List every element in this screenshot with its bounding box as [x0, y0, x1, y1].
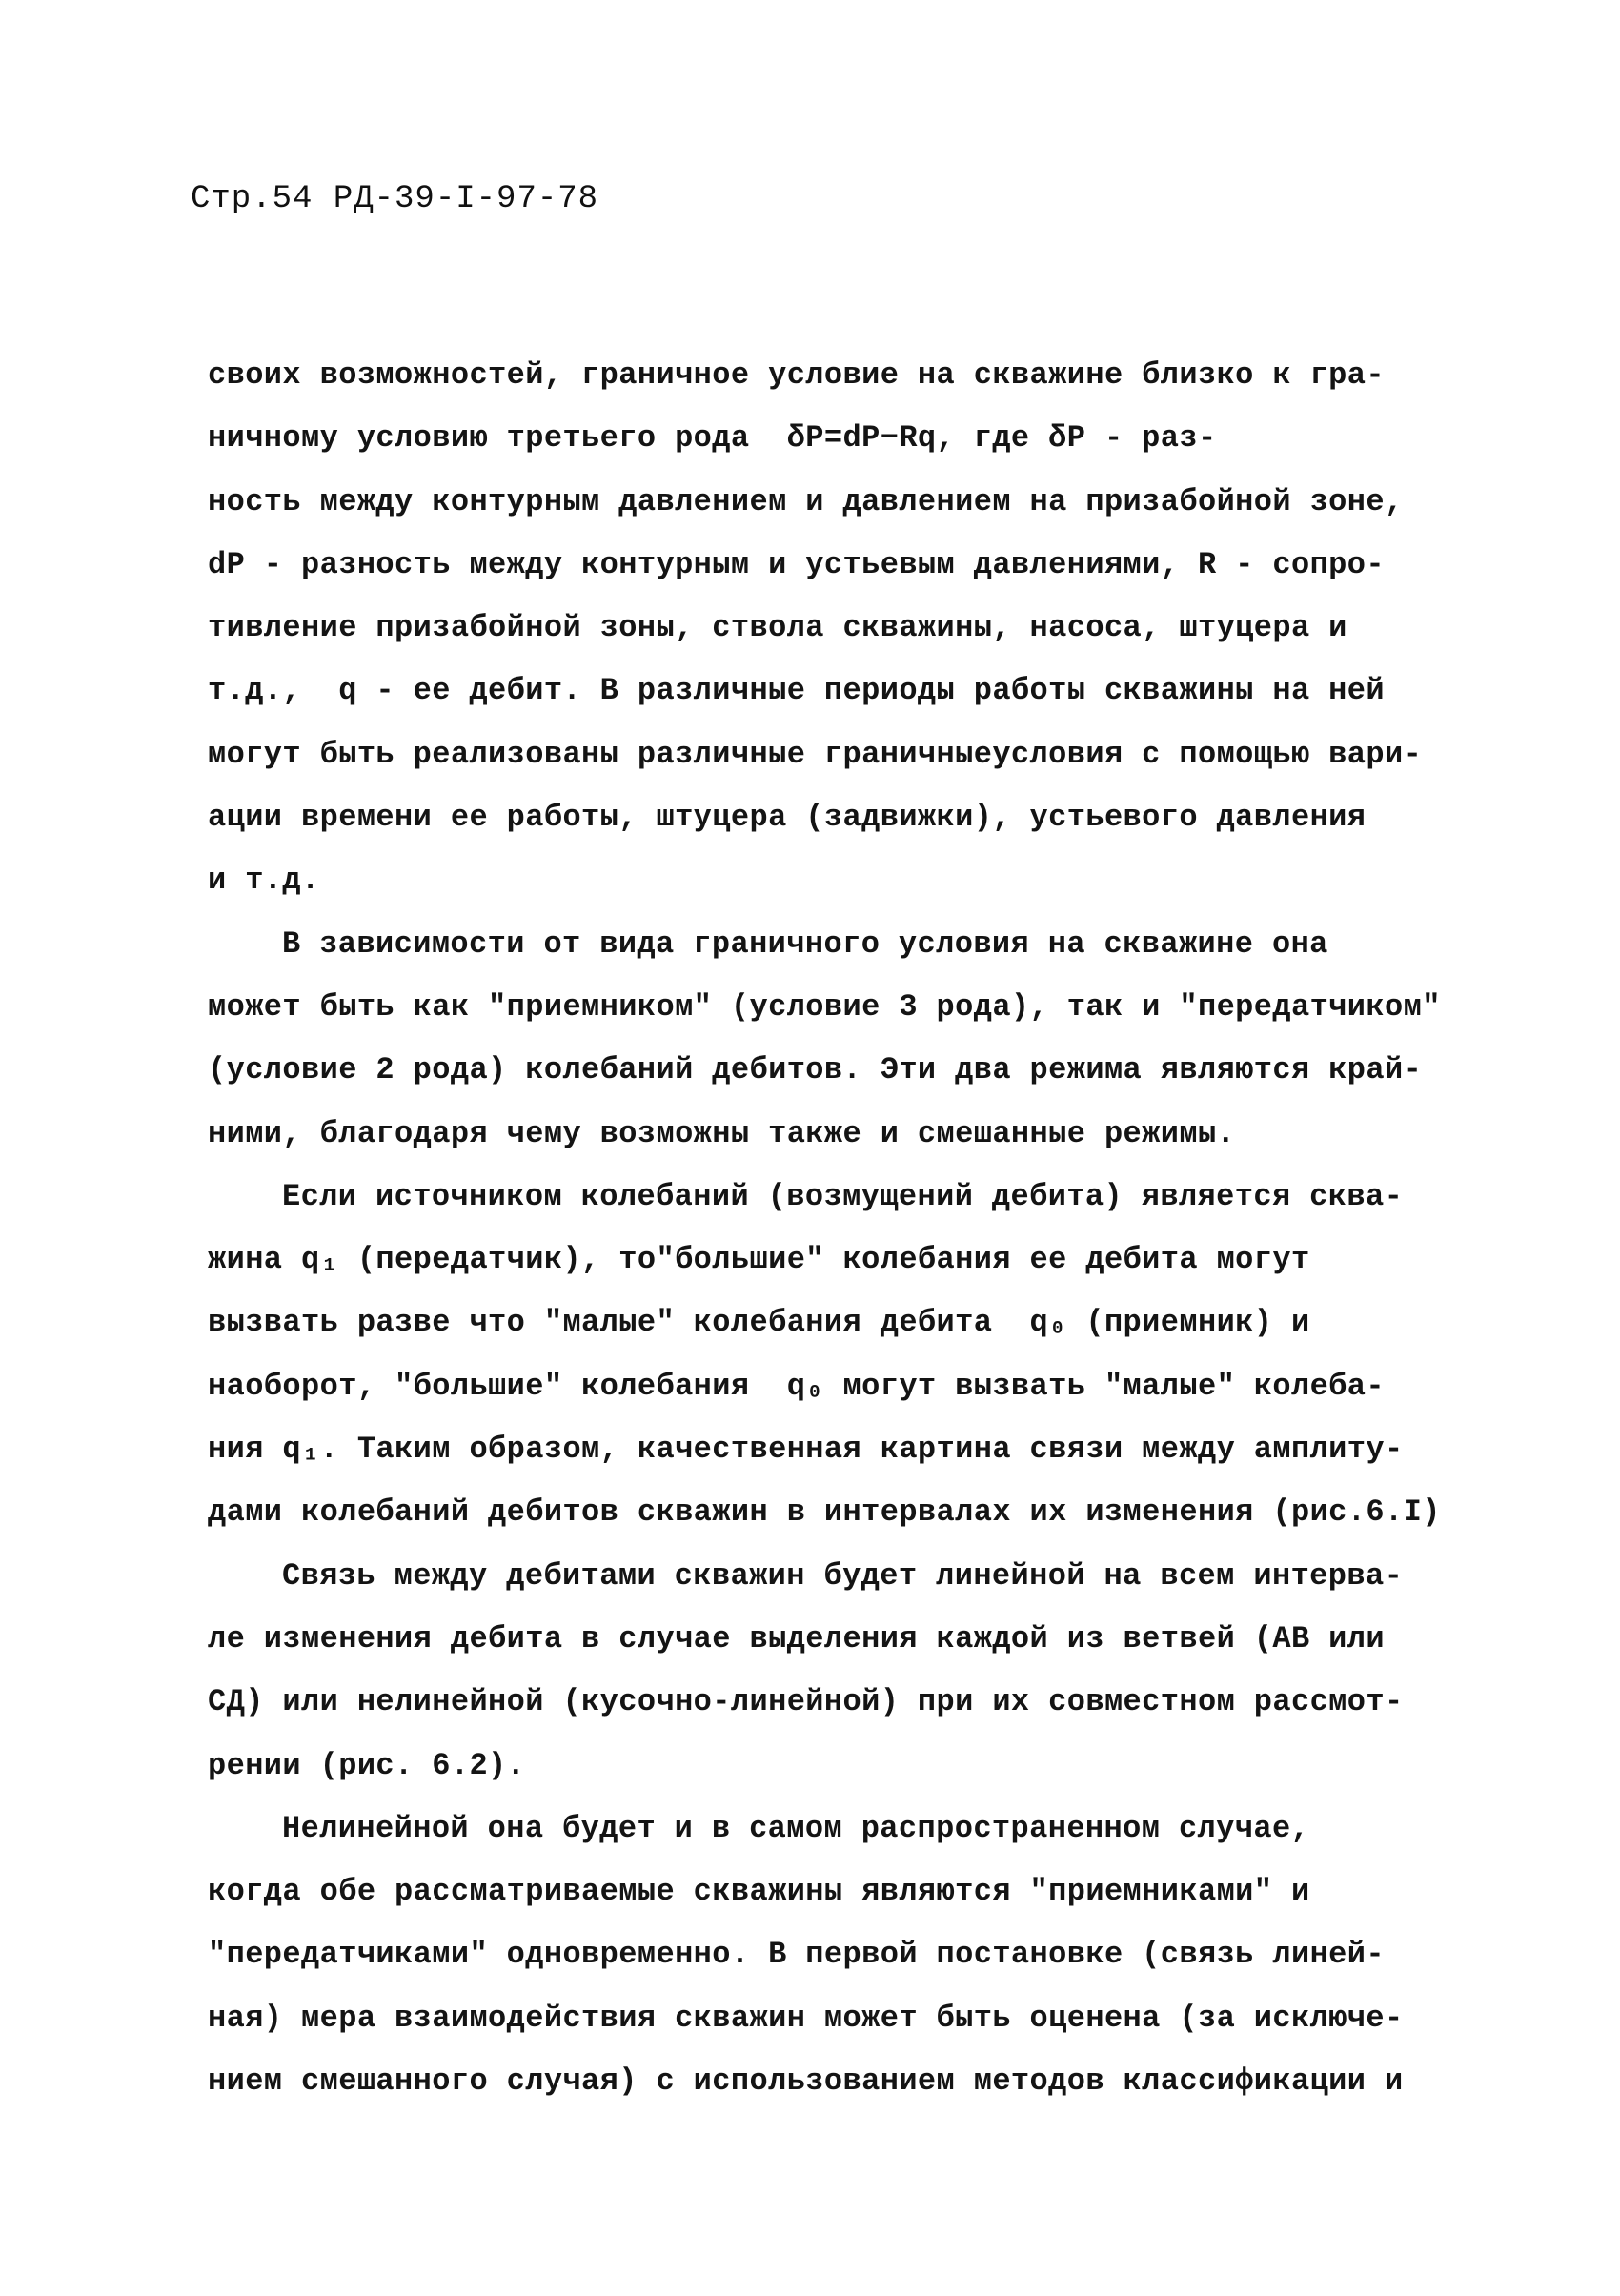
text-line: Нелинейной она будет и в самом распространенном случае, — [282, 1810, 1310, 1846]
text-line: ле изменения дебита в случае выделения каждой из ветвей (АВ или — [208, 1620, 1385, 1656]
text-line: когда обе рассматриваемые скважины являются "приемниками" и — [208, 1874, 1310, 1910]
text-line: нием смешанного случая) с использованием методов классификации и — [208, 2063, 1404, 2100]
text-line: СД) или нелинейной (кусочно-линейной) при их совместном рассмот- — [208, 1684, 1404, 1720]
text-line: дами колебаний дебитов скважин в интервалах их изменения (рис.6.I) — [208, 1494, 1441, 1531]
text-line: ничному условию третьего рода δP=dP−Rq, где δP - раз- — [208, 420, 1217, 457]
text-line: могут быть реализованы различные граничныеусловия с помощью вари- — [208, 736, 1423, 772]
text-line: своих возможностей, граничное условие на скважине близко к гра- — [208, 357, 1385, 393]
text-line: "передатчиками" одновременно. В первой постановке (связь линей- — [208, 1937, 1385, 1973]
text-line: и т.д. — [208, 863, 320, 899]
text-line: ния q₁. Таким образом, качественная картина связи между амплиту- — [208, 1432, 1404, 1468]
text-line: ность между контурным давлением и давлением на призабойной зоне, — [208, 483, 1404, 519]
text-line: т.д., q - ее дебит. В различные периоды работы скважины на ней — [208, 673, 1385, 709]
text-line: может быть как "приемником" (условие 3 рода), так и "передатчиком" — [208, 988, 1441, 1025]
body-text — [208, 344, 1475, 2113]
text-line: ная) мера взаимодействия скважин может быть оценена (за исключе- — [208, 2000, 1404, 2036]
text-line: вызвать разве что "малые" колебания дебита q₀ (приемник) и — [208, 1305, 1310, 1341]
text-line: Если источником колебаний (возмущений дебита) является сква- — [282, 1178, 1404, 1214]
text-line: наоборот, "большие" колебания q₀ могут вызвать "малые" колеба- — [208, 1368, 1385, 1404]
text-line: (условие 2 рода) колебаний дебитов. Эти два режима являются край- — [208, 1052, 1423, 1088]
text-line: рении (рис. 6.2). — [208, 1747, 526, 1783]
text-line: В зависимости от вида граничного условия на скважине она — [282, 925, 1328, 962]
text-line: dP - разность между контурным и устьевым давлениями, R - сопро- — [208, 546, 1385, 582]
text-line: тивление призабойной зоны, ствола скважины, насоса, штуцера и — [208, 610, 1347, 646]
text-line: Связь между дебитами скважин будет линейной на всем интерва- — [282, 1557, 1404, 1594]
text-line: жина q₁ (передатчик), то"большие" колебания ее дебита могут — [208, 1242, 1310, 1278]
text-line: ации времени ее работы, штуцера (задвижки), устьевого давления — [208, 800, 1367, 836]
page-header: Стр.54 РД-39-I-97-78 — [191, 181, 599, 217]
text-line: ними, благодаря чему возможны также и смешанные режимы. — [208, 1115, 1236, 1151]
